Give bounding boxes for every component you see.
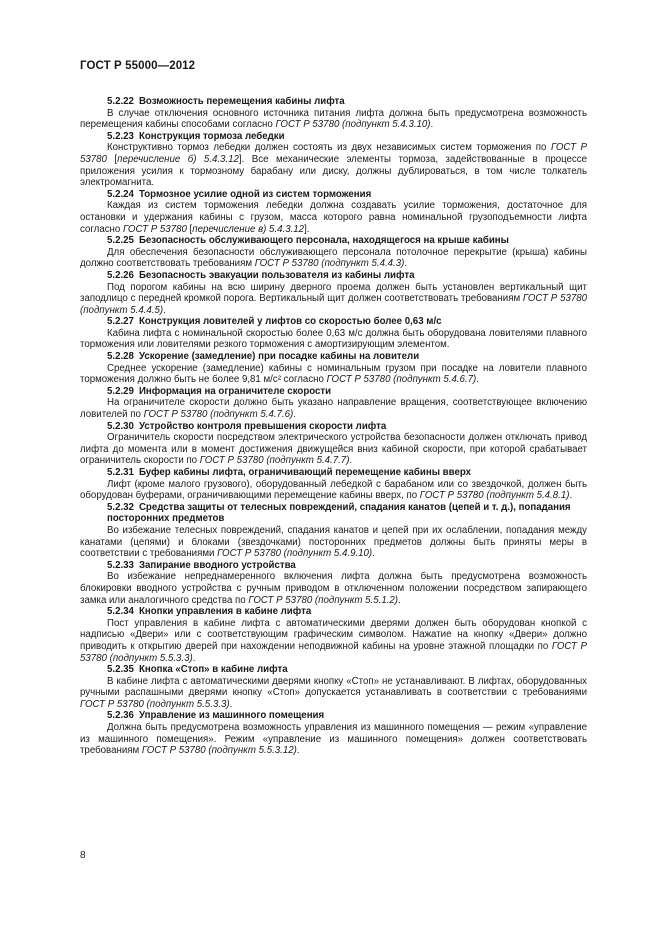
section-title-text: Устройство контроля превышения скорости лифта bbox=[138, 420, 387, 432]
section-body: Кабина лифта с номинальной скоростью более 0,63 м/с должна быть оборудована ловителями плавного торможения или ловителями резкого торможения с амортизирующим элементом. bbox=[80, 327, 587, 351]
section-5-2-35 bbox=[80, 664, 587, 710]
section-5-2-26 bbox=[80, 270, 587, 316]
section-number: 5.2.26 bbox=[107, 269, 134, 281]
section-body: Во избежание непреднамеренного включения лифта должна быть предусмотрена возможность блокировки вводного устройства с ручным приводом в отключенном положении посредством запирающего замка или аналогичного средства по ГОСТ Р 53780 (подпункт 5.5.1.2). bbox=[80, 571, 587, 606]
section-body: Лифт (кроме малого грузового), оборудованный лебедкой с барабаном или со звездочкой, должен быть оборудован буферами, ограничивающими перемещение кабины вверх, по ГОСТ Р 53780 (подпункт 5.4.8.1). bbox=[80, 478, 587, 502]
section-title-text: Кнопки управления в кабине лифта bbox=[138, 606, 312, 618]
section-title bbox=[80, 270, 587, 282]
section-body: На ограничителе скорости должно быть указано направление вращения, соответствующее включению ловителей по ГОСТ Р 53780 (подпункт 5.4.7.6). bbox=[80, 397, 587, 421]
section-title bbox=[80, 351, 587, 363]
section-body: В случае отключения основного источника питания лифта должна быть предусмотрена возможность перемещения кабины способами согласно ГОСТ Р 53780 (подпункт 5.4.3.10). bbox=[80, 107, 587, 131]
section-title bbox=[80, 606, 587, 618]
section-number: 5.2.23 bbox=[107, 130, 134, 142]
section-title bbox=[80, 560, 587, 572]
document-body bbox=[80, 96, 587, 757]
section-5-2-22 bbox=[80, 96, 587, 131]
section-5-2-25 bbox=[80, 235, 587, 270]
section-5-2-32 bbox=[80, 502, 587, 560]
section-title bbox=[80, 502, 587, 525]
section-number: 5.2.35 bbox=[107, 664, 134, 676]
section-5-2-33 bbox=[80, 560, 587, 606]
section-body: Должна быть предусмотрена возможность управления из машинного помещения — режим «управление из машинного помещения». Режим «управление из машинного помещения» должен соответствовать требованиям ГОСТ Р 53780 (подпункт 5.5.3.12). bbox=[80, 722, 587, 757]
section-5-2-31 bbox=[80, 467, 587, 502]
section-body: Среднее ускорение (замедление) кабины с номинальным грузом при посадке на ловители плавного торможения должно быть не более 9,81 м/с² согласно ГОСТ Р 53780 (подпункт 5.4.6.7). bbox=[80, 362, 587, 386]
section-title-text: Конструкция ловителей у лифтов со скоростью более 0,63 м/с bbox=[138, 316, 442, 328]
section-number: 5.2.34 bbox=[107, 606, 134, 618]
section-number: 5.2.30 bbox=[107, 420, 134, 432]
section-body: Конструктивно тормоз лебедки должен состоять из двух независимых систем торможения по ГОСТ Р 53780 [перечисление б) 5.4.3.12]. Все механические элементы тормоза, задействованные в процессе приложения усилия к тормозному барабану или диску, должны дублироваться, в том числе толкатель электромагнита. bbox=[80, 142, 588, 189]
section-title-text: Безопасность обслуживающего персонала, находящегося на крыше кабины bbox=[138, 235, 509, 247]
section-title-text: Средства защиты от телесных повреждений, спадания канатов (цепей и т. д.), попадания посторонних предметов bbox=[107, 501, 571, 525]
section-body: Пост управления в кабине лифта с автоматическими дверями должен быть оборудован кнопкой с надписью «Двери» или с соответствующим графическим символом. Нажатие на кнопку «Двери» должно приводить к открытию дверей при нахождении неподвижной кабины на уровне этажной площадки по ГОСТ Р 53780 (подпункт 5.5.3.3). bbox=[80, 617, 588, 664]
section-number: 5.2.32 bbox=[107, 501, 134, 513]
section-body: Для обеспечения безопасности обслуживающего персонала потолочное перекрытие (крыша) кабины должно соответствовать требованиям ГОСТ Р 53780 (подпункт 5.4.4.3). bbox=[80, 246, 587, 270]
section-number: 5.2.33 bbox=[107, 559, 134, 571]
section-title-text: Кнопка «Стоп» в кабине лифта bbox=[138, 664, 288, 676]
section-number: 5.2.29 bbox=[107, 385, 134, 397]
section-number: 5.2.31 bbox=[107, 467, 134, 478]
section-body: Ограничитель скорости посредством электрического устройства безопасности должен отключать привод лифта до момента или в момент достижения движущейся вниз кабиной скорости, при которой срабатывает ограничитель скорости по ГОСТ Р 53780 (подпункт 5.4.7.7). bbox=[80, 432, 587, 467]
section-title-text: Буфер кабины лифта, ограничивающий перемещение кабины вверх bbox=[138, 467, 472, 478]
section-5-2-29 bbox=[80, 386, 587, 421]
section-title-text: Тормозное усилие одной из систем торможения bbox=[138, 188, 372, 200]
section-title-text: Информация на ограничителе скорости bbox=[138, 385, 332, 397]
section-5-2-36 bbox=[80, 710, 587, 756]
section-body: Во избежание телесных повреждений, спадания канатов и цепей при их ослаблении, попадания между канатами (цепями) и блоками (звездочками) посторонних предметов должны быть приняты меры в соответствии с требованиями ГОСТ Р 53780 (подпункт 5.4.9.10). bbox=[80, 524, 587, 560]
section-5-2-27 bbox=[80, 316, 587, 351]
section-number: 5.2.36 bbox=[107, 710, 134, 722]
section-title-text: Возможность перемещения кабины лифта bbox=[138, 96, 345, 107]
section-title bbox=[80, 421, 587, 433]
section-title-text: Запирание вводного устройства bbox=[138, 559, 296, 571]
section-title bbox=[80, 189, 587, 201]
section-title bbox=[80, 664, 587, 676]
section-5-2-24 bbox=[80, 189, 587, 235]
section-title-text: Управление из машинного помещения bbox=[138, 710, 325, 722]
section-number: 5.2.24 bbox=[107, 188, 134, 200]
section-title bbox=[80, 96, 587, 108]
section-title bbox=[80, 235, 587, 247]
section-title-text: Безопасность эвакуации пользователя из кабины лифта bbox=[138, 269, 415, 281]
section-title-text: Ускорение (замедление) при посадке кабины на ловители bbox=[138, 351, 420, 363]
section-5-2-23 bbox=[80, 131, 587, 189]
section-title-text: Конструкция тормоза лебедки bbox=[138, 130, 285, 142]
section-title bbox=[80, 467, 587, 479]
section-body: Каждая из систем торможения лебедки должна создавать усилие торможения, достаточное для остановки и удержания кабины с грузом, масса которого равна номинальной грузоподъемности лифта согласно ГОСТ Р 53780 [перечисление в) 5.4.3.12]. bbox=[80, 200, 587, 235]
section-body: В кабине лифта с автоматическими дверями кнопку «Стоп» не устанавливают. В лифтах, оборудованных ручными распашными дверями кнопку «Стоп» допускается устанавливать в соответствии с требованиями ГОСТ Р 53780 (подпункт 5.5.3.3). bbox=[80, 675, 587, 710]
section-title bbox=[80, 131, 587, 143]
section-title bbox=[80, 386, 587, 398]
section-body: Под порогом кабины на всю ширину дверного проема должен быть установлен вертикальный щит заподлицо с передней кромкой порога. Вертикальный щит должен соответствовать требованиям ГОСТ Р 53780 (подпункт 5.4.4.5). bbox=[80, 281, 588, 316]
section-number: 5.2.27 bbox=[107, 316, 134, 328]
section-number: 5.2.22 bbox=[107, 96, 134, 107]
section-title bbox=[80, 710, 587, 722]
page-number: 8 bbox=[80, 850, 86, 861]
document-header: ГОСТ Р 55000—2012 bbox=[80, 60, 196, 72]
section-title bbox=[80, 316, 587, 328]
section-number: 5.2.28 bbox=[107, 351, 134, 363]
section-5-2-34 bbox=[80, 606, 587, 664]
section-5-2-30 bbox=[80, 421, 587, 467]
section-5-2-28 bbox=[80, 351, 587, 386]
section-number: 5.2.25 bbox=[107, 235, 134, 247]
